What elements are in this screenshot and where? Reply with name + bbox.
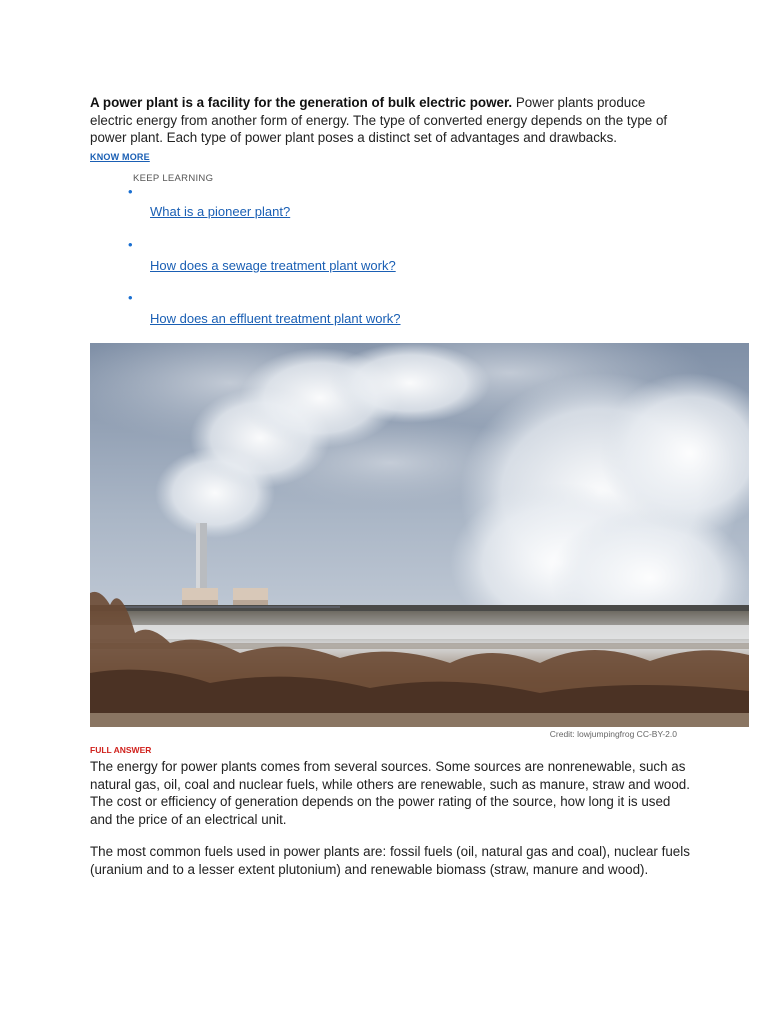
related-link-effluent-treatment[interactable]: How does an effluent treatment plant work? [150, 311, 401, 326]
intro-text: Power plants produce electric energy from another form of energy. The type of converted energy depends on the type of power plant. Each type of power plant poses a distinct set of advantages and drawbacks. [90, 95, 668, 145]
related-link-sewage-treatment[interactable]: How does a sewage treatment plant work? [150, 258, 396, 273]
bullet-icon: • [128, 290, 133, 305]
image-credit: Credit: lowjumpingfrog CC-BY-2.0 [549, 729, 677, 739]
answer-paragraph-1: The energy for power plants comes from several sources. Some sources are nonrenewable, such as natural gas, oil, coal and nuclear fuels, while others are renewable, such as manure, straw and wood. The cost or efficiency of generation depends on the power rating of the source, how long it is used and the price of an electrical unit. [90, 759, 690, 827]
related-link-pioneer-plant[interactable]: What is a pioneer plant? [150, 204, 291, 219]
know-more-link[interactable]: KNOW MORE [90, 152, 150, 162]
intro-paragraph [90, 94, 680, 147]
bullet-icon: • [128, 184, 133, 199]
answer-paragraph-2: The most common fuels used in power plants are: fossil fuels (oil, natural gas and coal), nuclear fuels (uranium and to a lesser extent plutonium) and renewable biomass (straw, manure and wood). [90, 844, 690, 877]
intro-bold-lead: A power plant is a facility for the generation of bulk electric power. [90, 95, 513, 110]
power-plant-photo [90, 343, 749, 727]
bullet-icon: • [128, 237, 133, 252]
full-answer-heading: FULL ANSWER [90, 745, 152, 755]
keep-learning-heading: KEEP LEARNING [133, 173, 214, 184]
